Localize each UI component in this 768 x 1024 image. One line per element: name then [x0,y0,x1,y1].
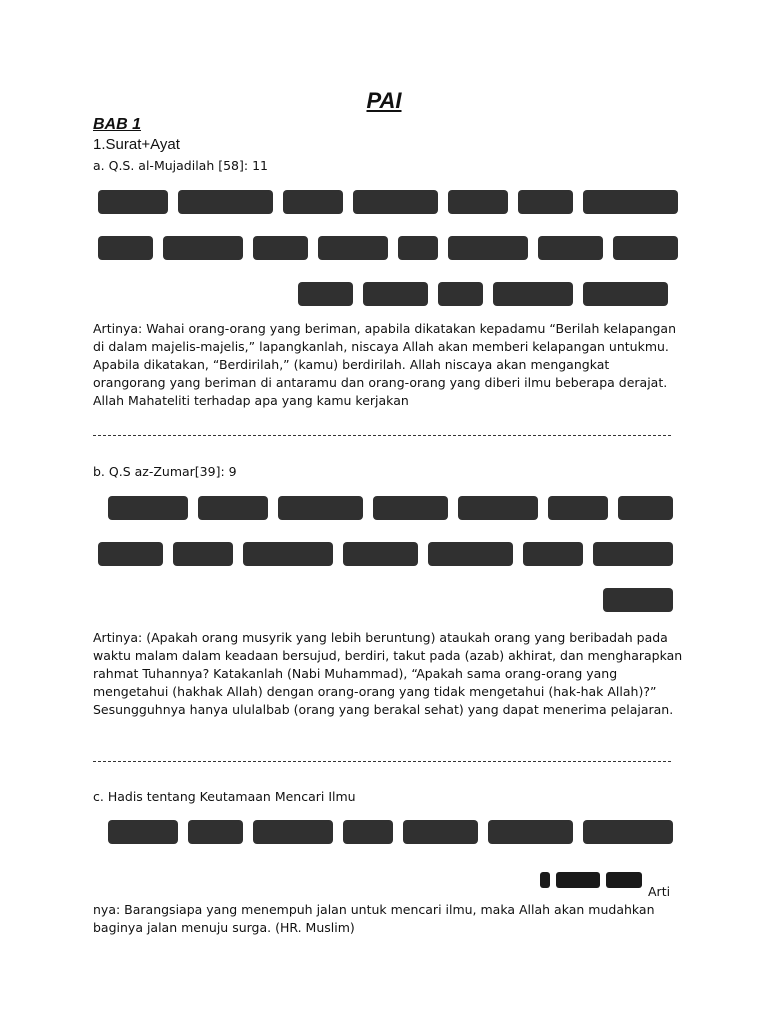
section-c-label: c. Hadis tentang Keutamaan Mencari Ilmu [93,789,356,804]
chapter-heading: BAB 1 [93,116,142,133]
page-title: PAI [366,88,402,113]
section-c-arabic-image [98,808,678,858]
section-b-arabic-image [98,484,678,624]
section-subtitle: 1.Surat+Ayat [93,136,180,153]
section-a-translation: Artinya: Wahai orang-orang yang beriman, apabila dikatakan kepadamu “Berilah kelapangan di dalam majelis-majelis,” lapangkanlah, niscaya Allah akan memberi kelapangan untukmu. Apabila dikatakan, “Berdirilah,” (kamu) berdirilah. Allah niscaya akan mengangkat orangorang yang beriman di antaramu dan orang-orang yang diberi ilmu beberapa derajat. Allah Mahateliti terhadap apa yang kamu kerjakan [93,321,677,408]
section-b-translation: Artinya: (Apakah orang musyrik yang lebih beruntung) ataukah orang yang beribadah pada waktu malam dalam keadaan bersujud, berdiri, takut pada (azab) akhirat, dan mengharapkan rahmat Tuhannya? Katakanlah (Nabi Muhammad), “Apakah sama orang-orang yang mengetahui (hakhak Allah) dengan orang-orang yang tidak mengetahui (hak-hak Allah)?” Sesungguhnya hanya ululalbab (orang yang berakal sehat) yang dapat menerima pelajaran. [93,630,683,717]
hadith-source-arabic [540,866,646,892]
separator-line [93,761,671,762]
section-b-label: b. Q.S az-Zumar[39]: 9 [93,464,237,479]
section-c-translation: nya: Barangsiapa yang menempuh jalan untuk mencari ilmu, maka Allah akan mudahkan baginya jalan menuju surga. (HR. Muslim) [93,902,655,935]
section-a-arabic-image [98,178,678,318]
section-a-label: a. Q.S. al-Mujadilah [58]: 11 [93,158,268,173]
arti-fragment: Arti [648,884,671,899]
separator-line [93,435,671,436]
